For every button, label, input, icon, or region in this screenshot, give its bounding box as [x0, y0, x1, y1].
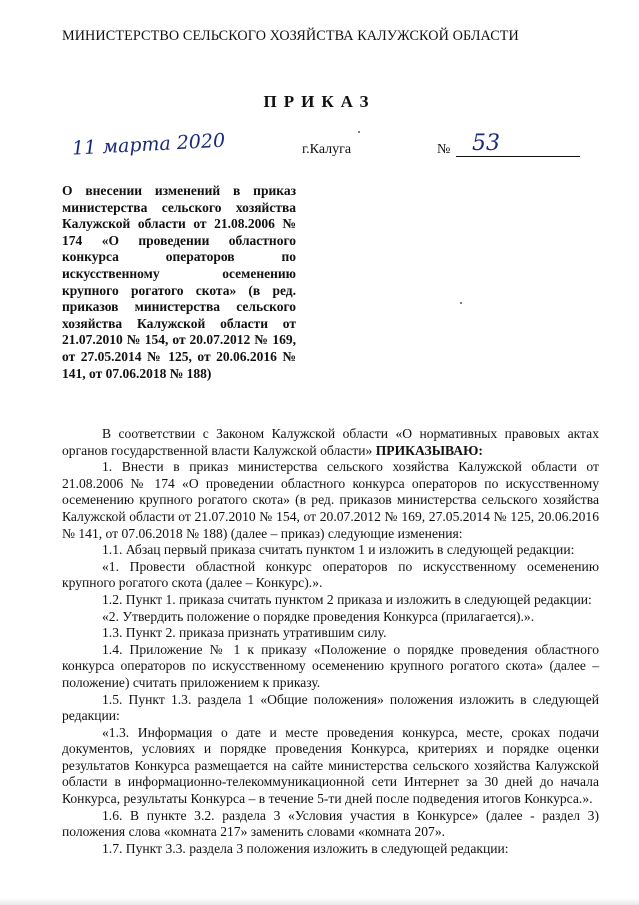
- order-subject: О внесении изменений в приказ министерства сельского хозяйства Калужской области от 21.08.2006 № 174 «О проведении областного конкурса операторов по искусственному осеменению крупного рогатого скота» (в ред. приказов министерства сельского хозяйства Калужской области от 21.07.2010 № 154, от 20.07.2012 № 169, от 27.05.2014 № 125, от 20.06.2016 № 141, от 07.06.2018 № 188): [62, 183, 296, 381]
- clause-1-4: 1.4. Приложение № 1 к приказу «Положение о порядке проведения областного конкурса операторов по искусственному осеменению крупного рогатого скота» (далее – положение) считать приложением к приказу.: [62, 641, 599, 690]
- number-label: №: [437, 142, 451, 157]
- intro-paragraph: [62, 426, 599, 459]
- clause-1-2-quote: «2. Утвердить положение о порядке проведения Конкурса (прилагается).».: [102, 608, 535, 624]
- number-underline: [456, 156, 580, 157]
- city-label: г.Калуга: [302, 142, 352, 157]
- intro-text: В соответствии с Законом Калужской области «О нормативных правовых актах органов государственной власти Калужской области»: [62, 426, 599, 458]
- scan-speck: [460, 302, 462, 304]
- order-body: [62, 426, 599, 857]
- clause-1: 1. Внести в приказ министерства сельского хозяйства Калужской области от 21.08.2006 № 174 «О проведении областного конкурса операторов по искусственному осеменению крупного рогатого скота» (в ред. приказов министерства сельского хозяйства Калужской области от 21.07.2010 № 154, от 20.07.2012 № 169, 27.05.2014 № 125, 20.06.2016 № 141, от 07.06.2018 № 188) (далее – приказ) следующие изменения:: [62, 459, 599, 541]
- scan-bottom-edge: [0, 898, 639, 905]
- clause-1-5-quote: «1.3. Информация о дате и месте проведения конкурса, месте, сроках подачи документов, условиях и порядке проведения Конкурса, критериях и порядке оценки результатов Конкурса размещается на сайте министерства сельского хозяйства Калужской области в информационно-телекоммуникационной сети Интернет за 30 дней до начала Конкурса, результаты Конкурса – в течение 5-ти дней после подведения итогов Конкурса.».: [62, 724, 599, 807]
- clause-1-2: 1.2. Пункт 1. приказа считать пунктом 2 приказа и изложить в следующей редакции:: [102, 591, 592, 607]
- scan-speck: [358, 131, 360, 133]
- intro-ordering-word: ПРИКАЗЫВАЮ:: [375, 442, 483, 458]
- handwritten-date: 11 марта 2020: [71, 129, 226, 160]
- handwritten-number: 53: [472, 131, 500, 156]
- clause-1-1: 1.1. Абзац первый приказа считать пунктом 1 и изложить в следующей редакции:: [102, 542, 575, 558]
- clause-1-5: 1.5. Пункт 1.3. раздела 1 «Общие положения» положения изложить в следующей редакции:: [62, 691, 599, 724]
- clause-1-1-quote: «1. Провести областной конкурс операторов по искусственному осеменению крупного рогатого скота (далее – Конкурс).».: [62, 558, 599, 591]
- document-title: ПРИКАЗ: [263, 92, 376, 111]
- ministry-header: МИНИСТЕРСТВО СЕЛЬСКОГО ХОЗЯЙСТВА КАЛУЖСКОЙ ОБЛАСТИ: [62, 28, 519, 44]
- clause-1-7: 1.7. Пункт 3.3. раздела 3 положения изложить в следующей редакции:: [102, 840, 509, 856]
- clause-1-6: 1.6. В пункте 3.2. раздела 3 «Условия участия в Конкурсе» (далее - раздел 3) положения слова «комната 217» заменить словами «комната 207».: [62, 807, 599, 840]
- clause-1-3: 1.3. Пункт 2. приказа признать утратившим силу.: [102, 625, 387, 641]
